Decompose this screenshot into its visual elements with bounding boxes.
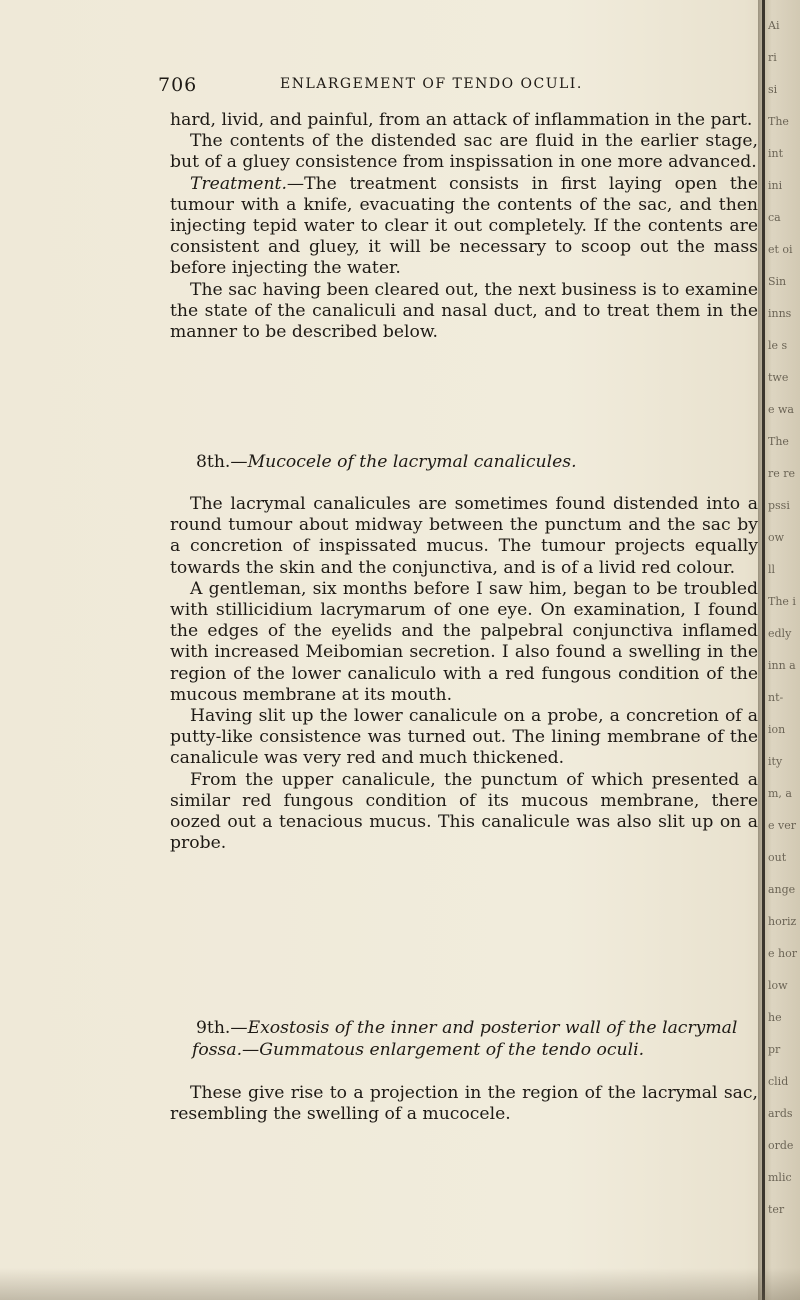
section-9-number: 9th.: [196, 1018, 231, 1038]
facing-page-fragment: The: [768, 116, 789, 128]
facing-page-fragment: edly: [768, 628, 792, 640]
facing-page-fragment: m, a: [768, 788, 792, 800]
section-8-heading: [196, 452, 577, 472]
paragraph: The contents of the distended sac are fluid in the earlier stage, but of a gluey consistence from inspissation in one more advanced.: [170, 131, 758, 173]
bottom-shadow: [0, 1268, 800, 1300]
facing-page-fragment: out: [768, 852, 787, 864]
treatment-text: —The treatment consists in first laying open the tumour with a knife, evacuating the contents of the sac, and then injecting tepid water to clear it out completely. If the contents are consistent and gluey, it will be necessary to scoop out the mass before injecting the water.: [170, 173, 758, 279]
section-9-text-block: [170, 1083, 758, 1125]
paragraph: The sac having been cleared out, the next business is to examine the state of the canaliculi and nasal duct, and to treat them in the manner to be described below.: [170, 279, 758, 343]
section-8-text-block: [170, 494, 758, 854]
facing-page-fragment: Sin: [768, 276, 787, 288]
facing-page-fragment: et oi: [768, 244, 793, 256]
facing-page-fragment: pssi: [768, 500, 790, 512]
facing-page-fragment: e wa: [768, 404, 794, 416]
facing-page-fragment: horiz: [768, 916, 797, 928]
paragraph: The lacrymal canalicules are sometimes found distended into a round tumour about midway between the punctum and the sac by a concretion of inspissated mucus. The tumour projects equally towards the skin and the conjunctiva, and is of a livid red colour.: [170, 494, 758, 578]
facing-page-fragment: orde: [768, 1140, 794, 1152]
page-header: [158, 74, 758, 98]
facing-page-fragment: clid: [768, 1076, 789, 1088]
facing-page-fragment: ow: [768, 532, 785, 544]
section-9-heading-line-1: [170, 1017, 758, 1039]
binding-edge: [762, 0, 765, 1300]
treatment-paragraph: [170, 174, 758, 280]
facing-page-fragment: Ai: [768, 20, 780, 32]
section-9-title-2: fossa.—Gummatous enlargement of the tendo oculi.: [192, 1040, 645, 1060]
facing-page-fragment: int: [768, 148, 784, 160]
facing-page-edge: [758, 0, 800, 1300]
facing-page-fragment: ll: [768, 564, 776, 576]
section-8-number: 8th.: [196, 452, 231, 472]
paragraph: hard, livid, and painful, from an attack of inflammation in the part.: [170, 110, 753, 130]
section-9-title-1: —Exostosis of the inner and posterior wall of the lacrymal: [230, 1018, 738, 1038]
paragraph: These give rise to a projection in the region of the lacrymal sac, resembling the swelling of a mucocele.: [170, 1083, 758, 1125]
facing-page-fragment: si: [768, 84, 778, 96]
facing-page-fragment: le s: [768, 340, 788, 352]
facing-page-fragment: ini: [768, 180, 783, 192]
facing-page-fragment: The i: [768, 596, 796, 608]
facing-page-fragment: ca: [768, 212, 781, 224]
running-head: ENLARGEMENT OF TENDO OCULI.: [280, 76, 583, 92]
intro-text-block: [170, 110, 758, 343]
facing-page-fragment: ange: [768, 884, 796, 896]
page-number: 706: [158, 74, 198, 96]
facing-page-fragment: The: [768, 436, 789, 448]
section-9-heading: [170, 1017, 758, 1061]
paragraph: From the upper canalicule, the punctum of which presented a similar red fungous condition of its mucous membrane, there oozed out a tenacious mucus. This canalicule was also slit up on a probe.: [170, 769, 758, 854]
facing-page-fragment: pr: [768, 1044, 781, 1056]
facing-page-fragment: inn a: [768, 660, 796, 672]
facing-page-fragment: ter: [768, 1204, 785, 1216]
facing-page-fragment: ity: [768, 756, 783, 768]
facing-page-fragment: twe: [768, 372, 789, 384]
facing-page-fragment: low: [768, 980, 788, 992]
section-9-heading-line-2: [170, 1039, 758, 1061]
paragraph: A gentleman, six months before I saw him, began to be troubled with stillicidium lacrymarum of one eye. On examination, I found the edges of the eyelids and the palpebral conjunctiva inflamed with increased Meibomian secretion. I also found a swelling in the region of the lower canaliculo with a red fungous condition of the mucous membrane at its mouth.: [170, 578, 758, 705]
paragraph: Having slit up the lower canalicule on a probe, a concretion of a putty-like consistence was turned out. The lining membrane of the canalicule was very red and much thickened.: [170, 706, 758, 769]
facing-page-fragment: re re: [768, 468, 796, 480]
facing-page-fragment: nt-: [768, 692, 784, 704]
facing-page-fragment: mlic: [768, 1172, 792, 1184]
facing-page-fragment: e hor: [768, 948, 797, 960]
section-8-title: —Mucocele of the lacrymal canalicules.: [230, 452, 577, 472]
facing-page-fragment: he: [768, 1012, 782, 1024]
facing-page-fragment: e ver: [768, 820, 796, 832]
facing-page-fragment: ards: [768, 1108, 793, 1120]
treatment-label: Treatment.: [190, 173, 287, 194]
facing-page-fragment: ri: [768, 52, 777, 64]
facing-page-fragment: ion: [768, 724, 786, 736]
facing-page-fragment: inns: [768, 308, 792, 320]
